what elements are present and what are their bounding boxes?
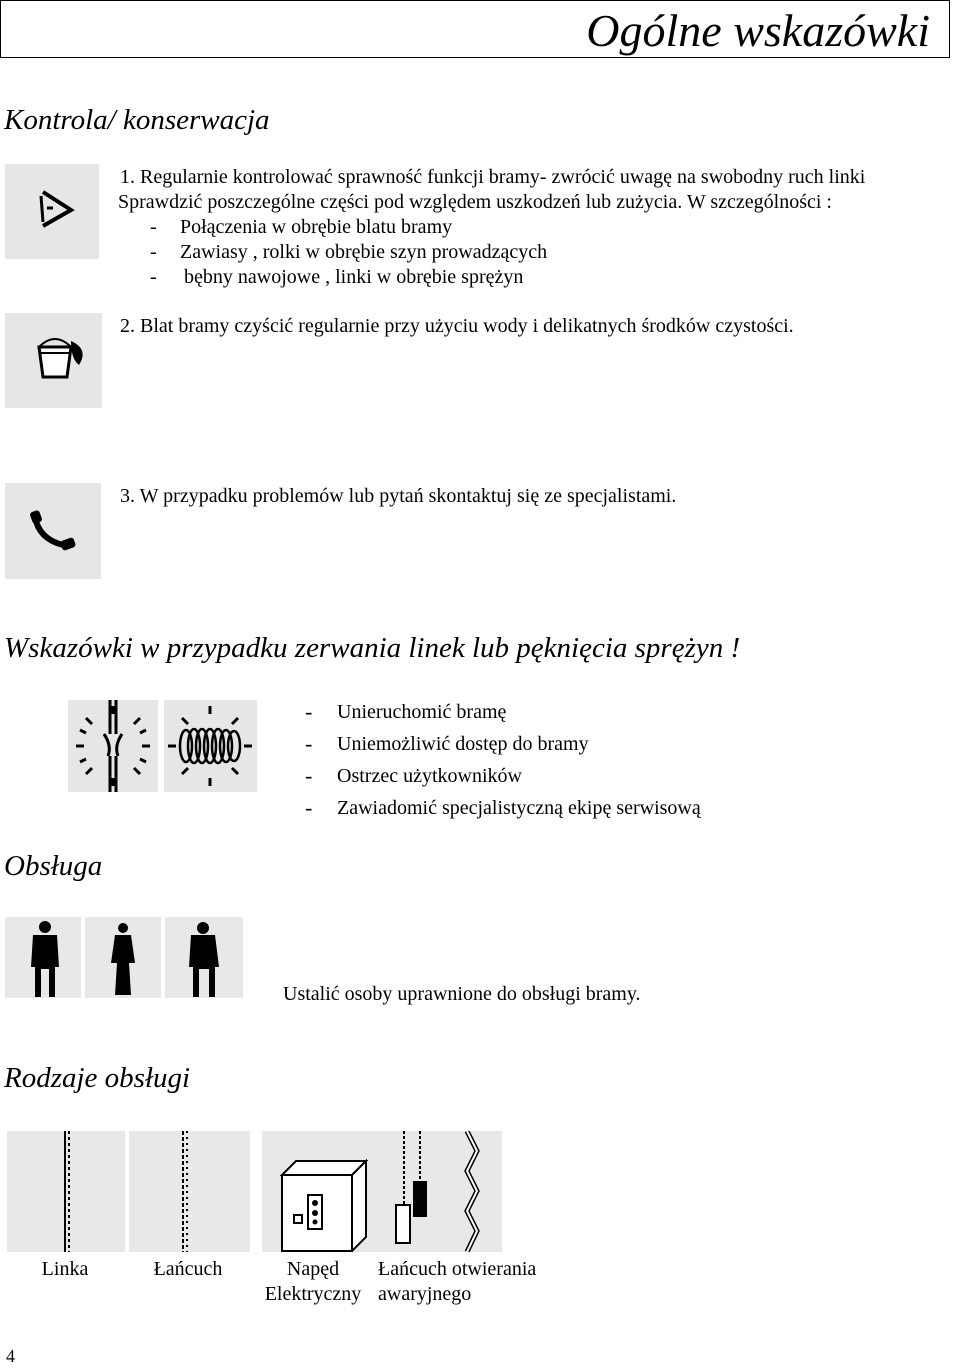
section-title-operation: Obsługa <box>4 850 103 882</box>
type-label-emergency <box>378 1257 554 1307</box>
type-label-motor-line2: Elektryczny <box>264 1283 362 1305</box>
rope-icon <box>65 1131 69 1252</box>
cable-break-icon <box>68 700 158 792</box>
list-item <box>305 728 701 760</box>
operation-caption: Ustalić osoby uprawnione do obsługi bramy. <box>283 983 641 1005</box>
inspection-item-1-line-2: Sprawdzić poszczególne części pod względem uszkodzeń lub zużycia. W szczególności : <box>118 191 832 213</box>
chain-icon <box>183 1131 187 1252</box>
type-label-rope-line1: Linka <box>41 1258 89 1280</box>
inspection-sub-item-1: Połączenia w obrębie blatu bramy <box>180 216 453 238</box>
page-number: 4 <box>6 1346 15 1366</box>
inspection-sub-item-2: Zawiasy , rolki w obrębie szyn prowadzących <box>180 241 548 263</box>
inspection-sub-dash-2: - <box>150 241 157 263</box>
type-label-chain-line1: Łańcuch <box>153 1258 223 1280</box>
list-item <box>305 696 701 728</box>
list-dash: - <box>305 763 313 788</box>
motor-chain-panel <box>262 1131 502 1252</box>
type-label-emergency-line1: Łańcuch otwierania <box>378 1258 537 1280</box>
type-label-chain <box>140 1257 236 1282</box>
section-title-types: Rodzaje obsługi <box>4 1062 191 1094</box>
type-label-motor-line1: Napęd <box>286 1258 340 1280</box>
type-label-rope <box>30 1257 100 1282</box>
motor-drive-icon <box>282 1161 366 1251</box>
break-action-2: Uniemożliwić dostęp do bramy <box>337 733 589 755</box>
break-action-list <box>305 696 701 824</box>
type-label-motor <box>258 1257 368 1307</box>
list-item <box>305 760 701 792</box>
inspection-sub-dash-3: - <box>150 266 157 288</box>
rope-chain-panel <box>7 1131 250 1252</box>
list-dash: - <box>305 731 313 756</box>
phone-handset-icon <box>5 483 101 579</box>
break-action-4: Zawiadomić specjalistyczną ekipę serwisową <box>337 797 701 819</box>
list-item <box>305 792 701 824</box>
inspection-eye-icon <box>5 164 99 259</box>
break-action-3: Ostrzec użytkowników <box>337 765 522 787</box>
inspection-item-3: 3. W przypadku problemów lub pytań skontaktuj się ze specjalistami. <box>120 485 677 507</box>
inspection-sub-dash-1: - <box>150 216 157 238</box>
section-title-break: Wskazówki w przypadku zerwania linek lub pęknięcia sprężyn ! <box>4 632 741 664</box>
break-action-1: Unieruchomić bramę <box>337 701 507 723</box>
worker-icons <box>5 917 243 998</box>
emergency-chain-icon <box>396 1131 477 1252</box>
list-dash: - <box>305 795 313 820</box>
page-title: Ogólne wskazówki <box>586 5 930 56</box>
inspection-item-2: 2. Blat bramy czyścić regularnie przy użyciu wody i delikatnych środków czystości. <box>120 315 794 337</box>
list-dash: - <box>305 699 313 724</box>
section-title-inspection: Kontrola/ konserwacja <box>4 104 270 136</box>
spring-break-icon <box>164 700 257 792</box>
bucket-icon <box>5 313 102 408</box>
type-label-emergency-line2: awaryjnego <box>378 1283 472 1305</box>
inspection-item-1-line-1: 1. Regularnie kontrolować sprawność funkcji bramy- zwrócić uwagę na swobodny ruch linki <box>120 166 866 188</box>
inspection-sub-item-3: bębny nawojowe , linki w obrębie sprężyn <box>184 266 524 288</box>
